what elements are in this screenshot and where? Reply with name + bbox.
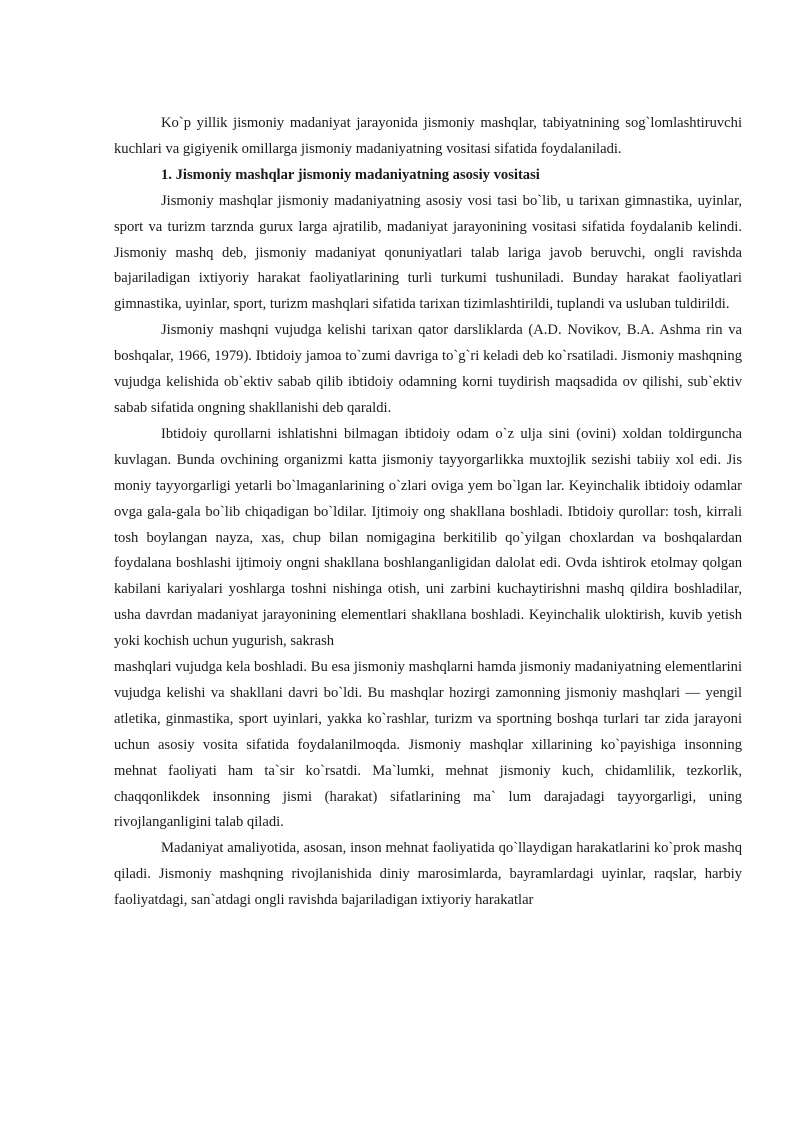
section-heading: 1. Jismoniy mashqlar jismoniy madaniyatning asosiy vositasi — [161, 166, 540, 183]
paragraph-4: mashqlari vujudga kela boshladi. Bu esa jismoniy mashqlarni hamda jismoniy madaniyatning elementlarini vujudga kelishi va shakllani davri bo`ldi. Bu mashqlar hozirgi zamonning jismoniy mashqlari — yengil atletika, ginmastika, sport uyinlari, yakka ko`rashlar, turizm va sportning boshqa turlari tar zida jarayoni uchun asosiy vosita sifatida foydalanilmoqda. Jismoniy mashqlar xillarining ko`payishiga insonning mehnat faoliyati ham ta`sir ko`rsatdi. Ma`lumki, mehnat jismoniy kuch, chidamlilik, tezkorlik, chaqqonlikdek insonning jismi (harakat) sifatlarining ma` lum darajadagi tayyorgarligi, uning rivojlanganligini talab qiladi. — [114, 659, 742, 831]
document-page — [114, 111, 742, 914]
paragraph-3: Ibtidoiy qurollarni ishlatishni bilmagan ibtidoiy odam o`z ulja sini (ovini) xoldan toldirguncha kuvlagan. Bunda ovchining organizmi katta jismoniy tayyorgarlikka muxtojlik sezishi tabiiy xol edi. Jis moniy tayyorgarligi yetarli bo`lmaganlarining o`zlari oviga yem bo`lgan lar. Keyinchalik ibtidoiy odamlar ovga gala-gala bo`lib chiqadigan bo`ldilar. Ijtimoiy ong shakllana boshladi. Ibtidoiy qurollar: tosh, kirrali tosh boylangan nayza, xas, chup bilan nomigagina berkitilib qo`yilgan choxlardan va boshqalardan foydalana boshlashi ijtimoiy ongni shakllana boshlanganligidan dalolat edi. Ovda ishtirok etolmay qolgan kabilani kariyalari yoshlarga toshni nishinga otish, uni zarbini kuchaytirishni mashq qildira boshladilar, usha davrdan madaniyat jarayonining elementlari shakllana boshladi. Keyinchalik uloktirish, kuvib yetish yoki kochish uchun yugurish, sakrash — [114, 425, 742, 650]
paragraph-intro: Ko`p yillik jismoniy madaniyat jarayonida jismoniy mashqlar, tabiyatnining sog`lomlashtiruvchi kuchlari va gigiyenik omillarga jismoniy madaniyatning vositasi sifatida foydalaniladi. — [114, 115, 742, 157]
paragraph-5: Madaniyat amaliyotida, asosan, inson mehnat faoliyatida qo`llaydigan harakatlarini ko`prok mashq qiladi. Jismoniy mashqning rivojlanishida diniy marosimlarda, bayramlardagi uyinlar, raqslar, harbiy faoliyatdagi, san`atdagi ongli ravishda bajariladigan ixtiyoriy harakatlar — [114, 840, 742, 909]
paragraph-2: Jismoniy mashqni vujudga kelishi tarixan qator darsliklarda (A.D. Novikov, B.A. Ashma rin va boshqalar, 1966, 1979). Ibtidoiy jamoa to`zumi davriga to`g`ri keladi deb ko`rsatiladi. Jismoniy mashqning vujudga kelishida ob`ektiv sabab qilib ibtidoiy odamning korni tuydirish maqsadida ov qilishi, sub`ektiv sabab sifatida ongning shakllanishi deb qaraldi. — [114, 322, 742, 416]
paragraph-1: Jismoniy mashqlar jismoniy madaniyatning asosiy vosi tasi bo`lib, u tarixan gimnastika, uyinlar, sport va turizm tarznda gurux larga ajratilib, madaniyat jarayonining vositasi sifatida foydalanib kelindi. Jismoniy mashq deb, jismoniy madaniyat qonuniyatlari talab lariga javob beruvchi, ongli ravishda bajariladigan ixtiyoriy harakat faoliyatlarining turli turkumi tushuniladi. Bunday harakat faoliyatlari gimnastika, uyinlar, sport, turizm mashqlari sifatida tarixan tizimlashtirildi, tuplandi va usluban tuldirildi. — [114, 192, 742, 313]
